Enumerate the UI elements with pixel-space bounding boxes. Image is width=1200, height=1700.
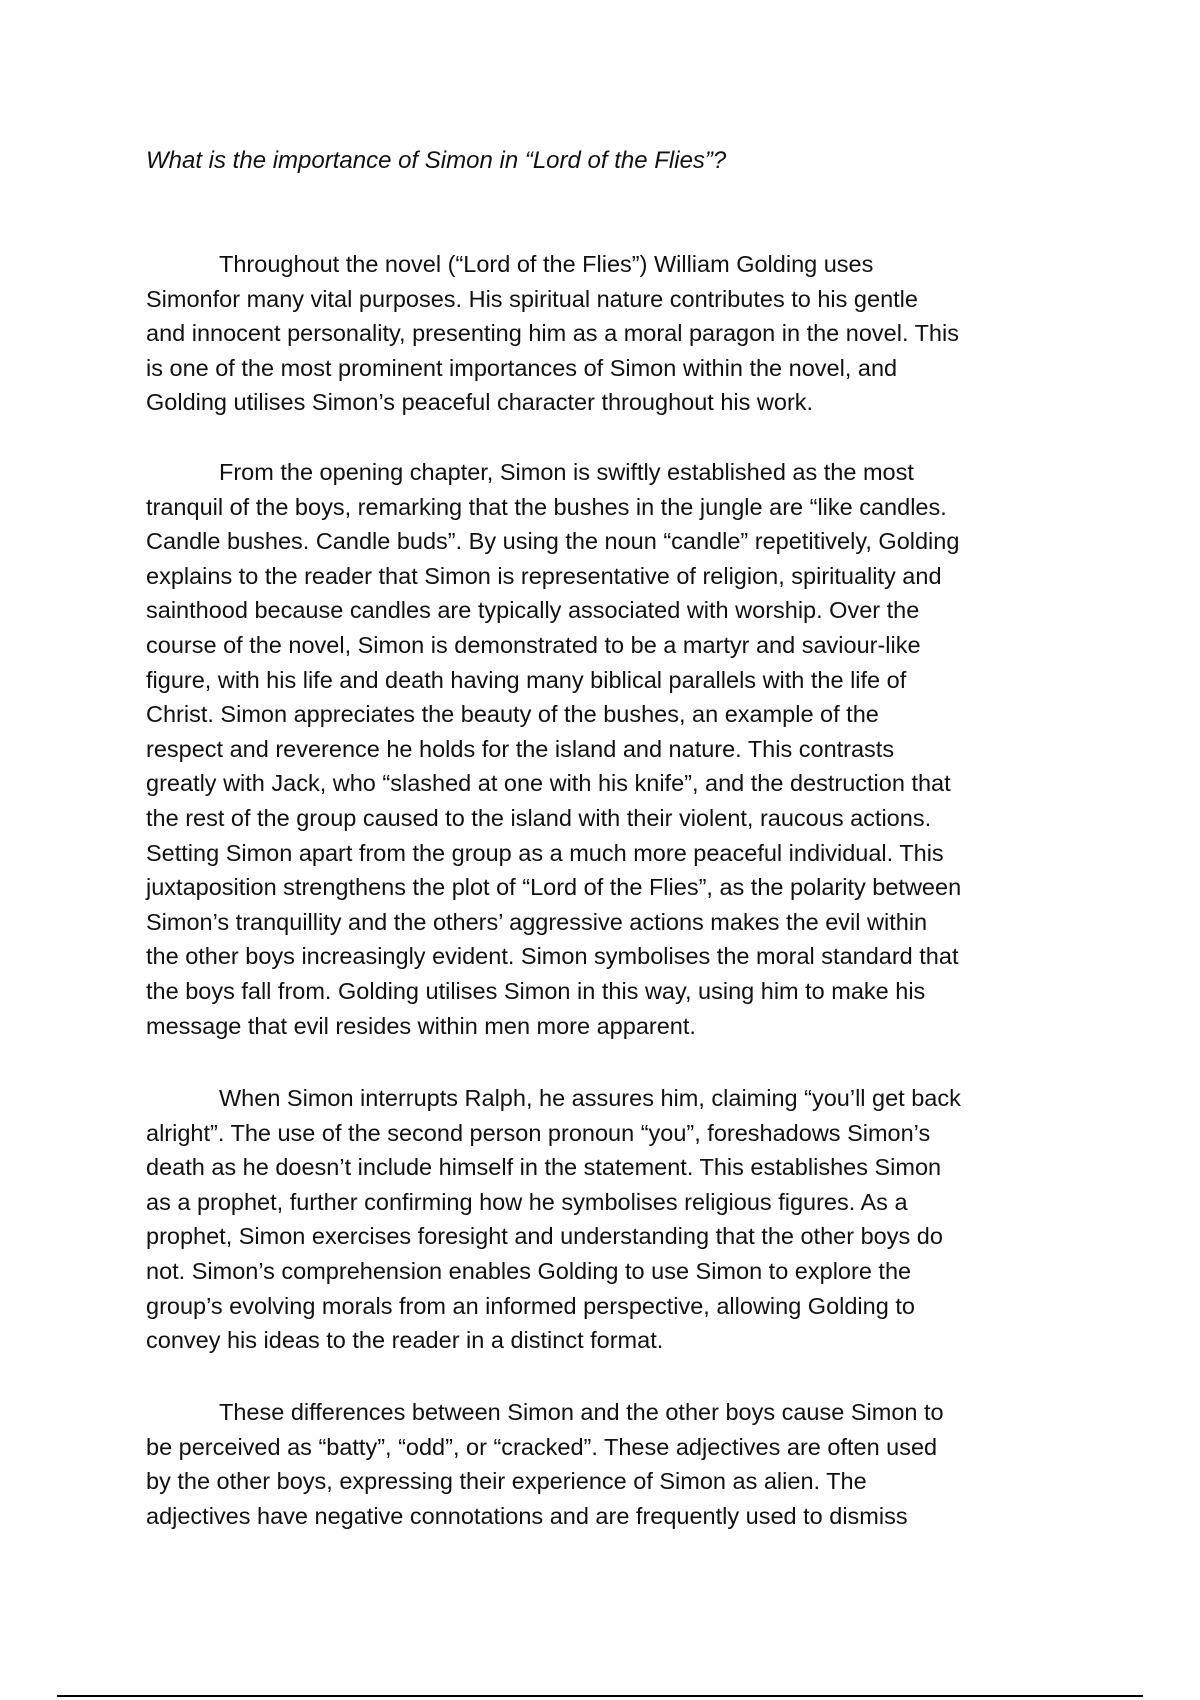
paragraph-line: alright”. The use of the second person pronoun “you”, foreshadows Simon’s <box>146 1119 931 1146</box>
paragraph-line: death as he doesn’t include himself in the statement. This establishes Simon <box>146 1154 942 1181</box>
paragraph-3 <box>146 1081 1066 1358</box>
paragraph-line: is one of the most prominent importances of Simon within the novel, and <box>146 354 898 381</box>
paragraph-line: group’s evolving morals from an informed perspective, allowing Golding to <box>146 1292 915 1319</box>
paragraph-line: figure, with his life and death having many biblical parallels with the life of <box>146 666 907 693</box>
page-bottom-rule <box>57 1695 1143 1697</box>
paragraph-line: Candle bushes. Candle buds”. By using the noun “candle” repetitively, Golding <box>146 528 960 555</box>
paragraph-line: Golding utilises Simon’s peaceful character throughout his work. <box>146 389 814 416</box>
paragraph-line: course of the novel, Simon is demonstrated to be a martyr and saviour-like <box>146 631 921 658</box>
paragraph-line: not. Simon’s comprehension enables Golding to use Simon to explore the <box>146 1257 912 1284</box>
paragraph-line: Setting Simon apart from the group as a much more peaceful individual. This <box>146 839 944 866</box>
paragraph-line: These differences between Simon and the other boys cause Simon to <box>219 1399 944 1425</box>
paragraph-line: be perceived as “batty”, “odd”, or “cracked”. These adjectives are often used <box>146 1433 938 1460</box>
paragraph-line: adjectives have negative connotations and are frequently used to dismiss <box>146 1502 908 1529</box>
essay-question-title: What is the importance of Simon in “Lord of the Flies”? <box>146 147 727 174</box>
paragraph-line: as a prophet, further confirming how he symbolises religious figures. As a <box>146 1188 908 1215</box>
paragraph-line: explains to the reader that Simon is representative of religion, spirituality and <box>146 562 942 589</box>
paragraph-1 <box>146 247 1066 420</box>
paragraph-line: and innocent personality, presenting him as a moral paragon in the novel. This <box>146 320 959 347</box>
paragraph-line: tranquil of the boys, remarking that the bushes in the jungle are “like candles. <box>146 493 947 520</box>
paragraph-4 <box>146 1395 1066 1533</box>
paragraph-line: sainthood because candles are typically associated with worship. Over the <box>146 597 920 624</box>
paragraph-line: juxtaposition strengthens the plot of “Lord of the Flies”, as the polarity between <box>146 874 962 901</box>
paragraph-line: the boys fall from. Golding utilises Simon in this way, using him to make his <box>146 977 926 1004</box>
paragraph-line: When Simon interrupts Ralph, he assures him, claiming “you’ll get back <box>219 1085 961 1111</box>
paragraph-line: Simon’s tranquillity and the others’ aggressive actions makes the evil within <box>146 908 928 935</box>
paragraph-line: From the opening chapter, Simon is swiftly established as the most <box>219 459 914 485</box>
paragraph-line: the other boys increasingly evident. Simon symbolises the moral standard that <box>146 943 959 970</box>
paragraph-line: Simonfor many vital purposes. His spiritual nature contributes to his gentle <box>146 285 918 312</box>
paragraph-line: prophet, Simon exercises foresight and understanding that the other boys do <box>146 1223 943 1250</box>
paragraph-line: Christ. Simon appreciates the beauty of the bushes, an example of the <box>146 701 879 728</box>
paragraph-line: by the other boys, expressing their experience of Simon as alien. The <box>146 1468 867 1495</box>
paragraph-line: greatly with Jack, who “slashed at one with his knife”, and the destruction that <box>146 770 951 797</box>
paragraph-line: the rest of the group caused to the island with their violent, raucous actions. <box>146 804 932 831</box>
paragraph-line: Throughout the novel (“Lord of the Flies”) William Golding uses <box>219 251 874 277</box>
paragraph-2 <box>146 455 1066 1043</box>
paragraph-line: message that evil resides within men more apparent. <box>146 1012 696 1039</box>
paragraph-line: convey his ideas to the reader in a distinct format. <box>146 1327 664 1354</box>
paragraph-line: respect and reverence he holds for the island and nature. This contrasts <box>146 735 895 762</box>
